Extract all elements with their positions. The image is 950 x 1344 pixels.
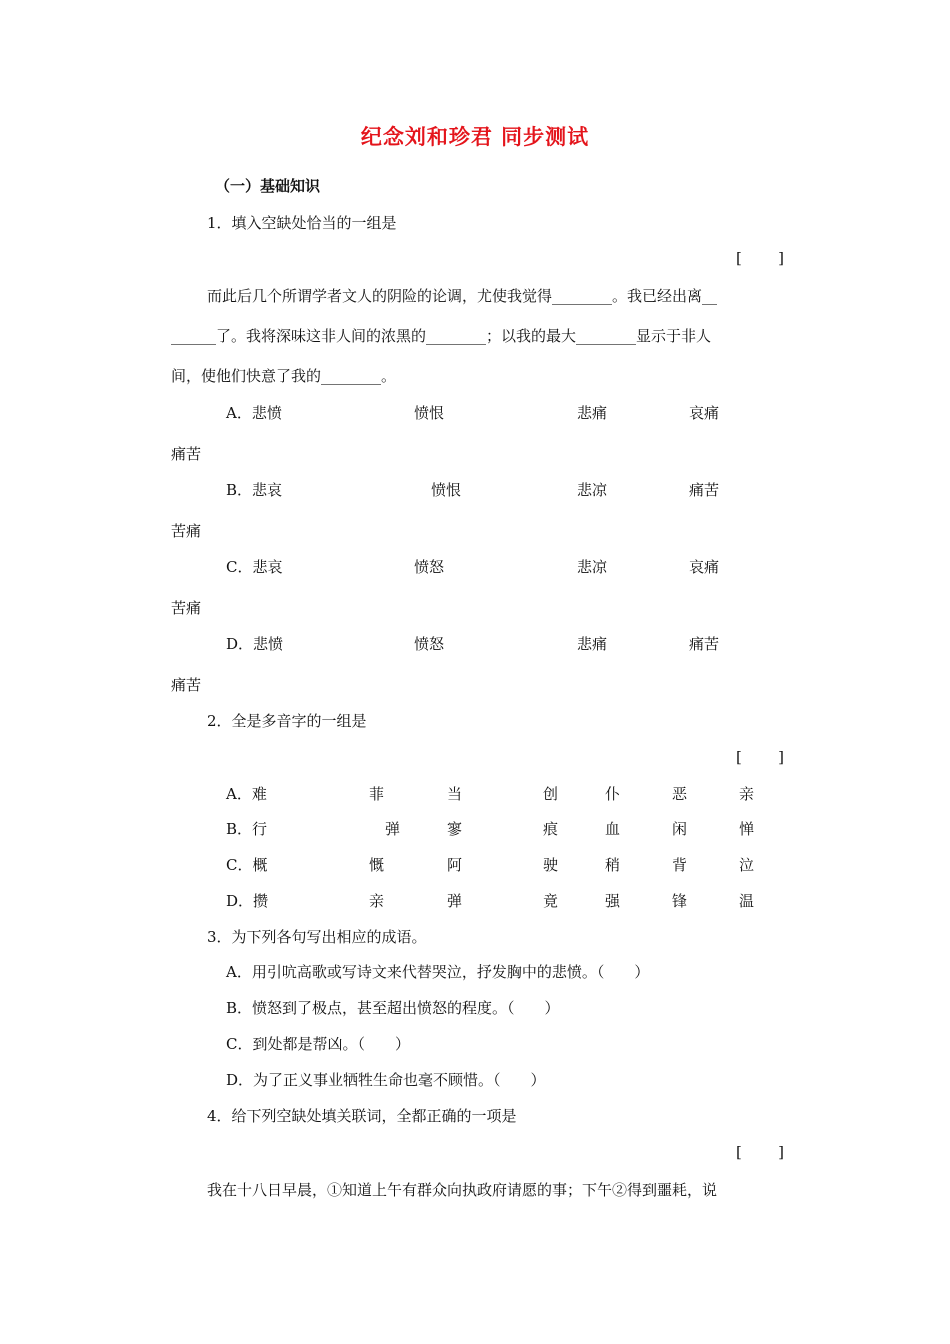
q1-option-c-word: 悲凉 [577,558,608,576]
q2-char: 菲 [369,785,385,803]
answer-bracket-2: [ ] [736,748,784,766]
answer-bracket-4: [ ] [736,1143,784,1161]
q2-char: 弹 [385,820,401,838]
q2-char: 恶 [672,785,688,803]
q1-option-d-label: D．悲愤 [226,635,284,653]
q1-option-b-word: 悲凉 [577,481,608,499]
question-1-passage-line-1: 而此后几个所谓学者文人的阴险的论调，尤使我觉得________。我已经出离__ [207,287,718,305]
q2-char: 弹 [447,892,463,910]
q1-option-b-word: 痛苦 [689,481,720,499]
question-4-stem: 4．给下列空缺处填关联词，全都正确的一项是 [207,1107,517,1125]
q2-char: 强 [605,892,621,910]
question-1-passage-line-3: 间，使他们快意了我的________。 [171,367,397,385]
q2-option-d-label: D．攒 [226,892,269,910]
q1-option-a-word: 哀痛 [689,404,720,422]
q2-char: 稍 [605,856,621,874]
q2-char: 亲 [739,785,755,803]
q2-char: 血 [605,820,621,838]
q1-option-d-word: 痛苦 [689,635,720,653]
q1-option-c-word: 愤怒 [414,558,445,576]
q1-option-a-word: 悲痛 [577,404,608,422]
q2-char: 背 [672,856,688,874]
q1-option-d-word: 愤怒 [414,635,445,653]
q3-item: A．用引吭高歌或写诗文来代替哭泣，抒发胸中的悲愤。（ ） [226,963,650,981]
q2-char: 创 [543,785,559,803]
answer-bracket-1: [ ] [736,249,784,267]
q2-char: 驶 [543,856,559,874]
question-1-stem: 1．填入空缺处恰当的一组是 [207,214,397,232]
q3-item: B．愤怒到了极点，甚至超出愤怒的程度。（ ） [226,999,560,1017]
q2-char: 当 [447,785,463,803]
q1-option-a-word: 愤恨 [414,404,445,422]
question-4-passage: 我在十八日早晨，①知道上午有群众向执政府请愿的事；下午②得到噩耗，说 [207,1181,718,1199]
q2-char: 锋 [672,892,688,910]
q3-item: D．为了正义事业牺牲生命也毫不顾惜。（ ） [226,1071,546,1089]
q1-option-a-label: A．悲愤 [226,404,282,422]
q2-char: 仆 [605,785,621,803]
q3-item: C．到处都是帮凶。（ ） [226,1035,410,1053]
q1-option-c-word: 哀痛 [689,558,720,576]
q2-char: 亲 [369,892,385,910]
section-heading: （一）基础知识 [215,177,321,195]
q1-option-b-word: 苦痛 [171,522,202,540]
q2-char: 泣 [739,856,755,874]
q2-char: 惮 [739,820,755,838]
page-title: 纪念刘和珍君 同步测试 [360,125,590,149]
question-3-stem: 3．为下列各句写出相应的成语。 [207,928,427,946]
q2-char: 竟 [543,892,559,910]
q2-char: 寥 [447,820,463,838]
q2-option-c-label: C．概 [226,856,268,874]
q2-option-a-label: A．难 [226,785,267,803]
q2-char: 阿 [447,856,463,874]
q2-char: 慨 [369,856,385,874]
q2-char: 痕 [543,820,559,838]
q1-option-b-label: B．悲哀 [226,481,283,499]
q1-option-c-word: 苦痛 [171,599,202,617]
q1-option-c-label: C．悲哀 [226,558,283,576]
q1-option-b-word: 愤恨 [431,481,462,499]
q1-option-d-word: 悲痛 [577,635,608,653]
q2-char: 温 [739,892,755,910]
question-2-stem: 2．全是多音字的一组是 [207,712,367,730]
question-1-passage-line-2: ______了。我将深味这非人间的浓黑的________；以我的最大________显示于非人 [171,327,712,345]
q1-option-a-word: 痛苦 [171,445,202,463]
q2-char: 闲 [672,820,688,838]
q1-option-d-word: 痛苦 [171,676,202,694]
q2-option-b-label: B．行 [226,820,268,838]
